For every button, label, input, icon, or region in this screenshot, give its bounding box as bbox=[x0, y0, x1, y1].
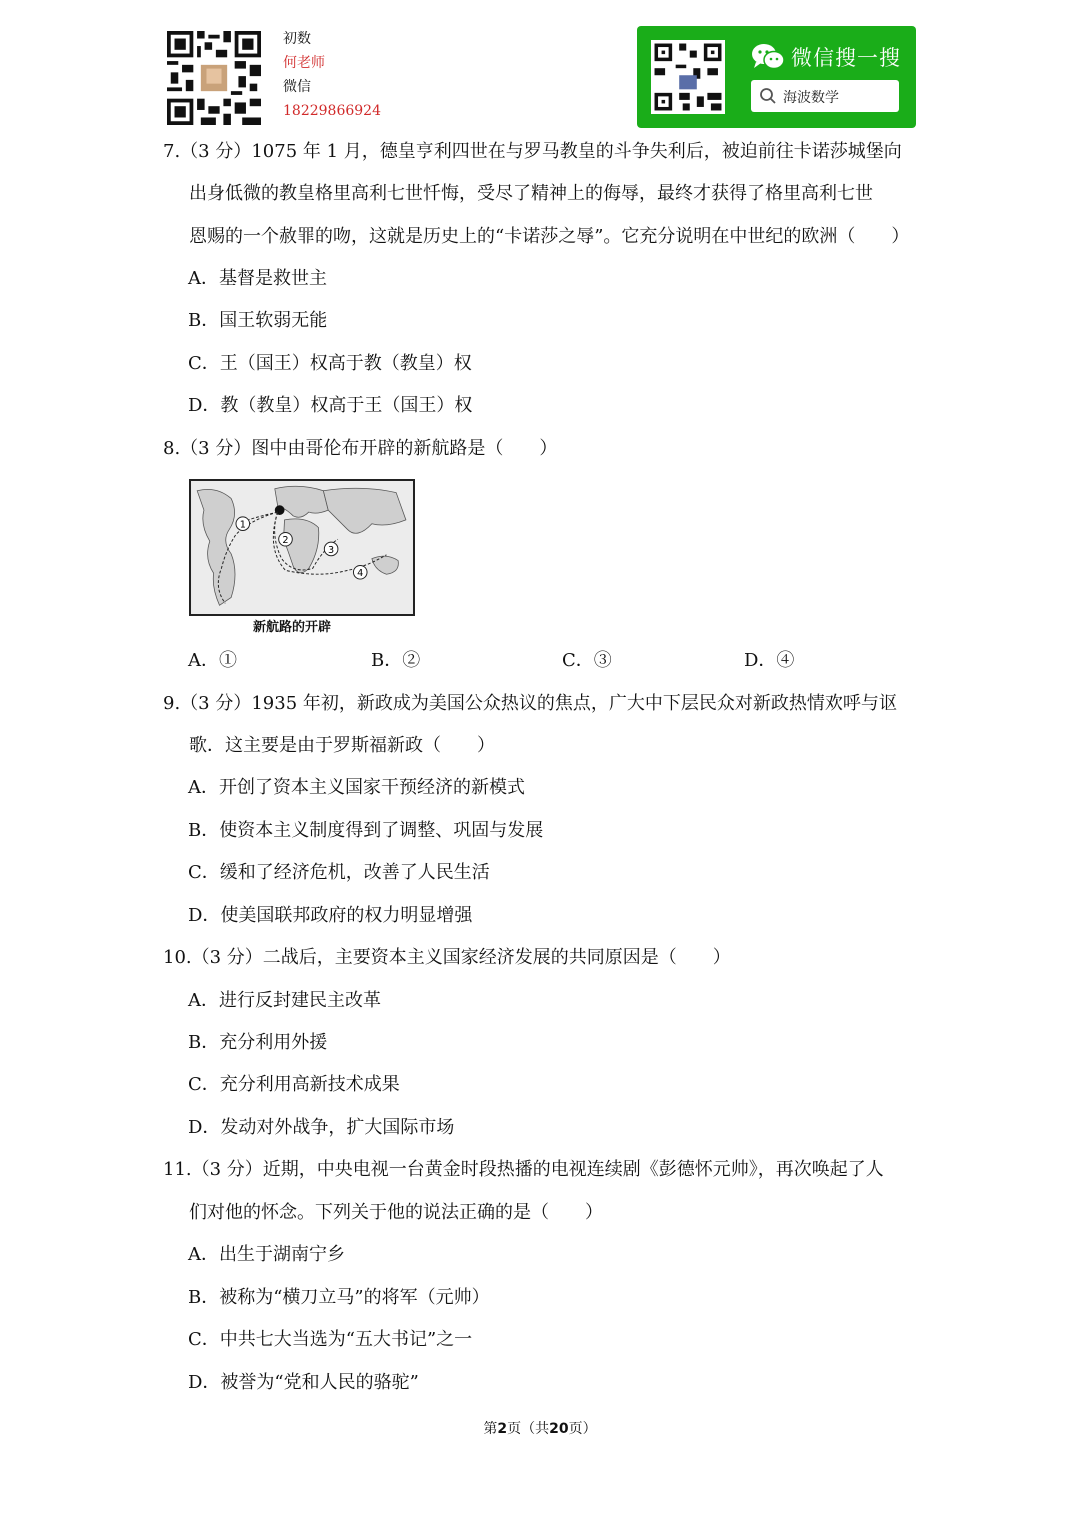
question-8-option-b: B．② bbox=[371, 650, 421, 671]
contact-line-phone: 18229866924 bbox=[283, 103, 381, 119]
question-10-option-a: A．进行反封建民主改革 bbox=[188, 990, 381, 1011]
wechat-search-box[interactable] bbox=[751, 80, 899, 112]
question-7-line-3: 恩赐的一个赦罪的吻，这就是历史上的“卡诺莎之辱”。它充分说明在中世纪的欧洲（ ） bbox=[189, 226, 910, 247]
contact-line-subject: 初数 bbox=[283, 31, 311, 47]
question-8-option-d: D．④ bbox=[744, 650, 795, 671]
question-11-line-1: 11.（3 分）近期，中央电视一台黄金时段热播的电视连续剧《彭德怀元帅》，再次唤起了人 bbox=[163, 1159, 884, 1180]
question-7-line-1: 7.（3 分）1075 年 1 月，德皇亨利四世在与罗马教皇的斗争失利后，被迫前往卡诺莎城堡向 bbox=[163, 141, 902, 162]
question-7-option-b: B．国王软弱无能 bbox=[188, 310, 328, 331]
search-icon bbox=[759, 87, 777, 105]
question-11-line-2: 们对他的怀念。下列关于他的说法正确的是（ ） bbox=[189, 1202, 603, 1223]
question-9-line-1: 9.（3 分）1935 年初，新政成为美国公众热议的焦点，广大中下层民众对新政热情欢呼与讴 bbox=[163, 693, 897, 714]
footer-suffix: 页） bbox=[568, 1421, 597, 1437]
question-9-option-b: B．使资本主义制度得到了调整、巩固与发展 bbox=[188, 820, 544, 841]
question-9-option-a: A．开创了资本主义国家干预经济的新模式 bbox=[188, 777, 525, 798]
question-9-option-c: C．缓和了经济危机，改善了人民生活 bbox=[188, 862, 490, 883]
question-11-option-b: B．被称为“横刀立马”的将军（元帅） bbox=[188, 1287, 490, 1308]
wechat-search-card[interactable] bbox=[637, 26, 916, 128]
footer-total-pages: 20 bbox=[549, 1421, 569, 1437]
page-footer bbox=[0, 1418, 1080, 1438]
footer-middle: 页（共 bbox=[507, 1421, 550, 1437]
question-8-option-c: C．③ bbox=[562, 650, 612, 671]
question-11-option-d: D．被誉为“党和人民的骆驼” bbox=[188, 1372, 419, 1393]
map-caption: 新航路的开辟 bbox=[253, 620, 332, 635]
question-7-option-d: D．教（教皇）权高于王（国王）权 bbox=[188, 395, 473, 416]
svg-text:2: 2 bbox=[282, 535, 289, 547]
contact-info bbox=[283, 27, 381, 123]
question-10-line-1: 10.（3 分）二战后，主要资本主义国家经济发展的共同原因是（ ） bbox=[163, 947, 731, 968]
question-10-option-c: C．充分利用高新技术成果 bbox=[188, 1074, 400, 1095]
question-10-option-b: B．充分利用外援 bbox=[188, 1032, 328, 1053]
footer-prefix: 第 bbox=[483, 1421, 498, 1437]
qr-code-image bbox=[167, 31, 261, 125]
wechat-search-text: 海波数学 bbox=[783, 90, 839, 106]
wechat-search-title: 微信搜一搜 bbox=[791, 46, 901, 70]
svg-text:1: 1 bbox=[239, 519, 246, 531]
new-sea-routes-map-image bbox=[189, 479, 415, 616]
question-11-option-a: A．出生于湖南宁乡 bbox=[188, 1244, 345, 1265]
question-8-option-a: A．① bbox=[188, 650, 237, 671]
question-10-option-d: D．发动对外战争，扩大国际市场 bbox=[188, 1117, 455, 1138]
footer-page-number: 2 bbox=[497, 1421, 508, 1437]
contact-line-teacher: 何老师 bbox=[283, 55, 325, 71]
question-7-option-c: C．王（国王）权高于教（教皇）权 bbox=[188, 353, 472, 374]
svg-text:4: 4 bbox=[357, 568, 364, 580]
question-7-option-a: A．基督是救世主 bbox=[188, 268, 327, 289]
wechat-qr-code-image bbox=[651, 40, 725, 114]
question-8-line-1: 8.（3 分）图中由哥伦布开辟的新航路是（ ） bbox=[163, 438, 558, 459]
wechat-logo-icon bbox=[750, 42, 786, 72]
contact-line-wechat: 微信 bbox=[283, 79, 311, 95]
question-11-option-c: C．中共七大当选为“五大书记”之一 bbox=[188, 1329, 473, 1350]
question-7-line-2: 出身低微的教皇格里高利七世忏悔，受尽了精神上的侮辱，最终才获得了格里高利七世 bbox=[189, 183, 873, 204]
question-9-line-2: 歌．这主要是由于罗斯福新政（ ） bbox=[189, 735, 495, 756]
question-9-option-d: D．使美国联邦政府的权力明显增强 bbox=[188, 905, 473, 926]
svg-text:3: 3 bbox=[328, 544, 335, 556]
